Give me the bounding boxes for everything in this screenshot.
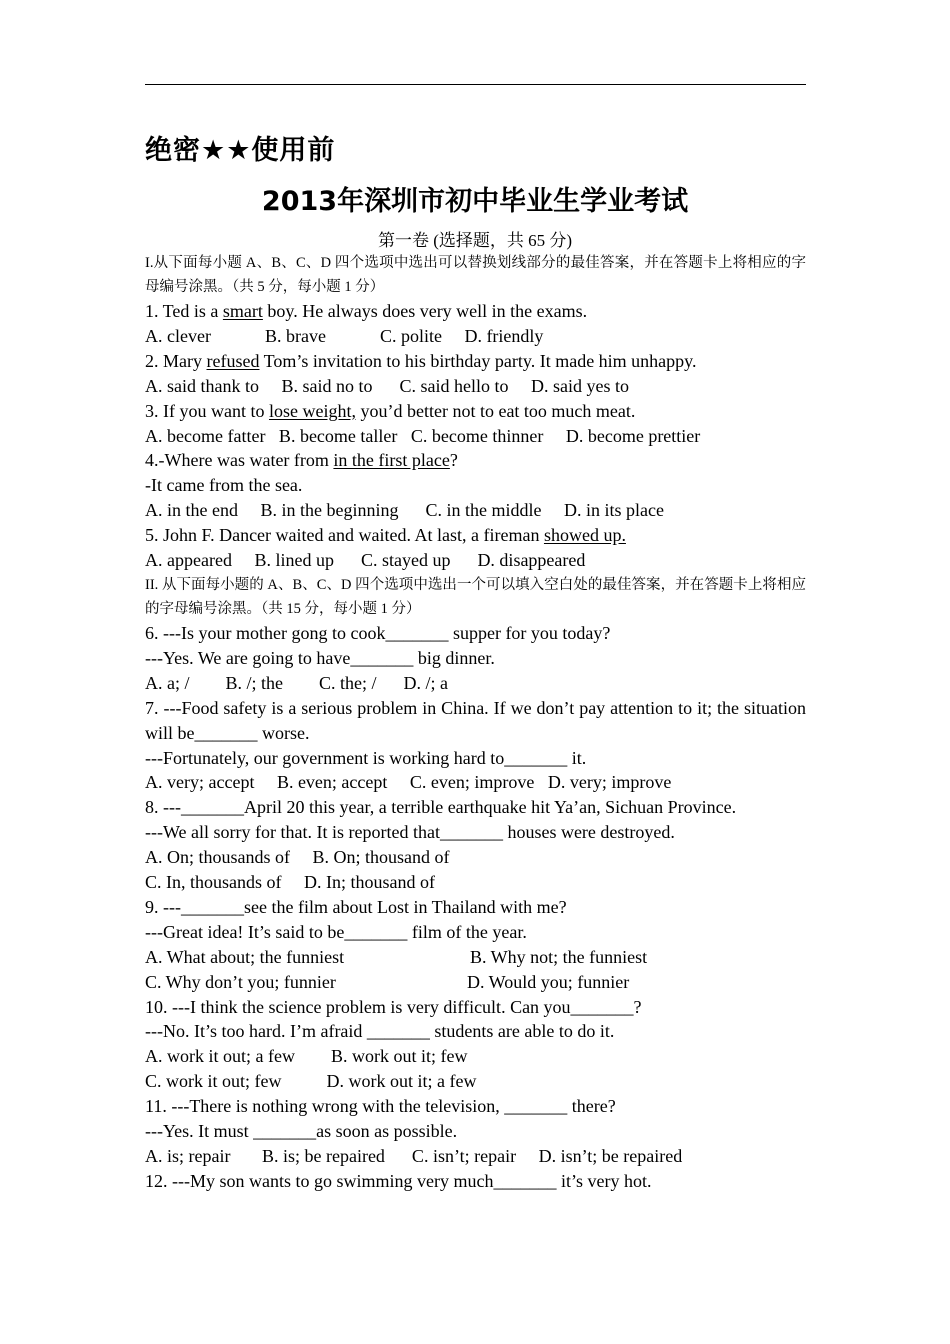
exam-title: 2013年深圳市初中毕业生学业考试 <box>261 186 689 217</box>
question-line: 6. ---Is your mother gong to cook_______ supper for you today? <box>145 622 611 643</box>
question-line: C. work it out; few D. work out it; a few <box>145 1071 477 1092</box>
option-a: A. What about; the funniest <box>145 946 345 967</box>
part-title: 第一卷 (选择题，共 65 分) <box>377 231 573 250</box>
question-line: ---Great idea! It’s said to be_______ film of the year. <box>145 921 527 942</box>
question-line: 12. ---My son wants to go swimming very much_______ it’s very hot. <box>145 1170 652 1191</box>
question-line: A. work it out; a few B. work out it; few <box>145 1046 468 1067</box>
question-2: 2. Mary refused Tom’s invitation to his birthday party. It made him unhappy. <box>145 350 697 371</box>
question-line: A. very; accept B. even; accept C. even; improve D. very; improve <box>145 772 672 793</box>
option-c: C. Why don’t you; funnier <box>145 971 336 992</box>
question-line: 10. ---I think the science problem is very difficult. Can you_______? <box>145 996 642 1017</box>
question-5: 5. John F. Dancer waited and waited. At last, a fireman showed up. <box>145 525 626 546</box>
question-4-answer: -It came from the sea. <box>145 475 303 496</box>
underlined-phrase: in the first place <box>333 450 450 471</box>
exam-content <box>145 251 806 1194</box>
question-3: 3. If you want to lose weight, you’d better not to eat too much meat. <box>145 400 636 421</box>
question-1: 1. Ted is a smart boy. He always does very well in the exams. <box>145 301 588 321</box>
question-line: 8. ---_______April 20 this year, a terrible earthquake hit Ya’an, Sichuan Province. <box>145 797 737 818</box>
question-5-options: A. appeared B. lined up C. stayed up D. disappeared <box>145 550 586 571</box>
confidential-label: 绝密★★使用前 <box>145 135 336 166</box>
question-3-options: A. become fatter B. become taller C. become thinner D. become prettier <box>145 425 701 446</box>
question-line: ---Yes. We are going to have_______ big dinner. <box>145 647 495 668</box>
underlined-phrase: lose weight, <box>268 400 356 421</box>
question-line: 7. ---Food safety is a serious problem in China. If we don’t pay attention to it; the situation will be_______ worse. <box>145 697 806 743</box>
question-line: 9. ---_______see the film about Lost in Thailand with me? <box>145 896 567 917</box>
question-line: ---Fortunately, our government is working hard to_______ it. <box>145 747 587 768</box>
question-1-options: A. clever B. brave C. polite D. friendly <box>145 325 544 346</box>
question-9-options-row-1 <box>145 945 806 970</box>
question-9-options-row-2 <box>145 970 806 995</box>
underlined-phrase: smart <box>222 301 263 321</box>
section-1-instruction: I.从下面每小题 A、B、C、D 四个选项中选出可以替换划线部分的最佳答案，并在答题卡上将相应的字母编号涂黑。（共 5 分，每小题 1 分） <box>145 255 806 295</box>
underlined-phrase: showed up. <box>543 525 626 546</box>
question-4-options: A. in the end B. in the beginning C. in the middle D. in its place <box>145 500 664 521</box>
question-line: A. is; repair B. is; be repaired C. isn’t; repair D. isn’t; be repaired <box>145 1146 683 1166</box>
section-2-instruction: II. 从下面每小题的 A、B、C、D 四个选项中选出一个可以填入空白处的最佳答案，并在答题卡上将相应的字母编号涂黑。（共 15 分，每小题 1 分） <box>145 576 806 617</box>
question-line: 11. ---There is nothing wrong with the television, _______ there? <box>145 1096 616 1117</box>
question-2-options: A. said thank to B. said no to C. said hello to D. said yes to <box>145 375 629 396</box>
underlined-phrase: refused <box>206 350 260 371</box>
question-line: A. a; / B. /; the C. the; / D. /; a <box>145 672 448 693</box>
top-rule <box>145 84 806 85</box>
question-line: C. In, thousands of D. In; thousand of <box>145 872 435 893</box>
question-line: ---No. It’s too hard. I’m afraid _______ students are able to do it. <box>145 1021 615 1042</box>
option-d: D. Would you; funnier <box>467 971 630 992</box>
question-line: ---We all sorry for that. It is reported that_______ houses were destroyed. <box>145 822 675 843</box>
option-b: B. Why not; the funniest <box>470 946 648 967</box>
question-4: 4.-Where was water from in the first place? <box>145 450 458 471</box>
question-line: A. On; thousands of B. On; thousand of <box>145 847 450 868</box>
question-line: ---Yes. It must _______as soon as possible. <box>145 1121 458 1142</box>
